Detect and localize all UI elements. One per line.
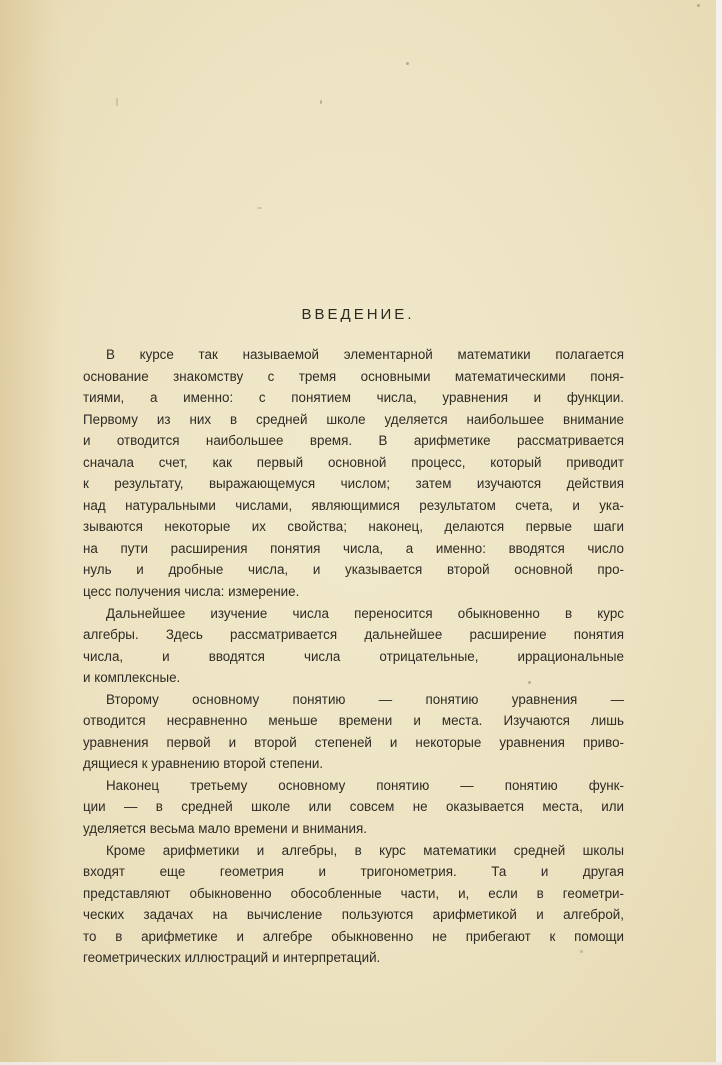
text-line: сначала счет, как первый основной процесс, который приводит [83, 454, 624, 470]
text-line: Наконец третьему основному понятию — понятию функ- [106, 777, 624, 793]
text-line: В курсе так называемой элементарной математики полагается [106, 347, 624, 362]
text-line: на пути расширения понятия числа, а именно: вводятся число [83, 540, 624, 556]
text-line: входят еще геометрия и тригонометрия. Та и другая [83, 864, 624, 880]
paragraph [83, 840, 624, 969]
text-line: то в арифметике и алгебре обыкновенно не прибегают к помощи [83, 928, 624, 944]
text-line: над натуральными числами, являющимися результатом счета, и ука- [83, 497, 624, 513]
text-line: зываются некоторые их свойства; наконец, делаются первые шаги [83, 519, 624, 535]
text-line: основание знакомству с тремя основными математическими поня- [83, 368, 624, 384]
paper-speck [257, 207, 262, 209]
text-line: тиями, а именно: с понятием числа, уравнения и функции. [83, 390, 624, 406]
chapter-title: ВВЕДЕНИЕ. [301, 306, 415, 323]
text-line: ции — в средней школе или совсем не оказывается места, или [83, 799, 624, 815]
text-line: Второму основному понятию — понятию уравнения — [106, 691, 624, 707]
paper-speck [697, 4, 700, 7]
text-line: к результату, выражающемуся числом; затем изучаются действия [83, 476, 624, 492]
text-line: цесс получения числа: измерение. [83, 584, 300, 600]
text-line: уравнения первой и второй степеней и некоторые уравнения приво- [83, 734, 624, 750]
text-line: геометрических иллюстраций и интерпретаций. [83, 950, 381, 966]
text-line: уделяется весьма мало времени и внимания. [83, 821, 367, 837]
paragraph [83, 603, 624, 689]
paper-speck [116, 98, 118, 106]
text-line: отводится несравненно меньше времени и места. Изучаются лишь [83, 713, 624, 729]
text-line: нуль и дробные числа, и указывается второй основной про- [83, 562, 624, 578]
text-line: ческих задачах на вычисление пользуются арифметикой и алгеброй, [83, 907, 624, 923]
text-line: числа, и вводятся числа отрицательные, иррациональные [83, 648, 624, 664]
chapter-body [83, 344, 624, 969]
paragraph [83, 775, 624, 840]
text-line: алгебры. Здесь рассматривается дальнейшее расширение понятия [83, 627, 624, 643]
paper-speck [406, 62, 409, 65]
text-line: Дальнейшее изучение числа переносится обыкновенно в курс [106, 605, 624, 621]
text-line: дящиеся к уравнению второй степени. [83, 756, 324, 772]
paragraph [83, 689, 624, 775]
text-line: и отводится наибольшее время. В арифметике рассматривается [83, 433, 624, 449]
text-line: Кроме арифметики и алгебры, в курс математики средней школы [106, 842, 624, 858]
page-edge-right [716, 0, 722, 1065]
paragraph [83, 344, 624, 603]
paper-speck [320, 100, 322, 104]
text-line: Первому из них в средней школе уделяется наибольшее внимание [83, 411, 624, 427]
text-line: и комплексные. [83, 670, 181, 686]
text-line: представляют обыкновенно обособленные части, и, если в геометри- [83, 885, 624, 901]
